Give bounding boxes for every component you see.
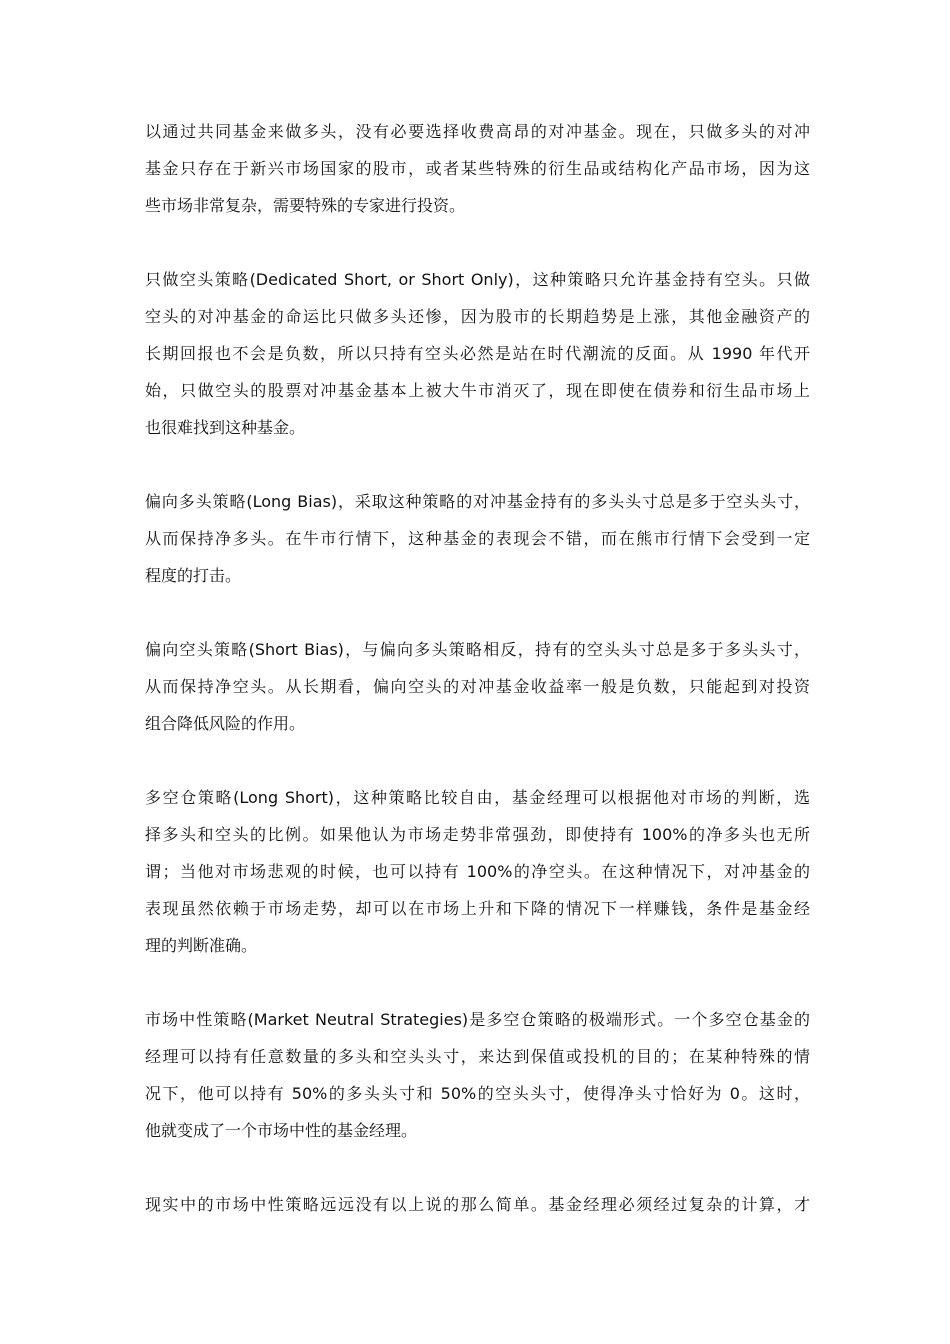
text-line: 现实中的市场中性策略远远没有以上说的那么简单。基金经理必须经过复杂的计算，才 — [145, 1195, 810, 1214]
text-line: 组合降低风险的作用。 — [145, 714, 306, 733]
text-line: 始，只做空头的股票对冲基金基本上被大牛市消灭了，现在即使在债券和衍生品市场上 — [145, 381, 810, 400]
document-body — [145, 113, 810, 1260]
text-line: 长期回报也不会是负数，所以只持有空头必然是站在时代潮流的反面。从 1990 年代开 — [145, 344, 810, 363]
paragraph-short-bias — [145, 631, 810, 742]
paragraph-long-only-continued — [145, 113, 810, 224]
text-line: 他就变成了一个市场中性的基金经理。 — [145, 1121, 418, 1140]
paragraph-long-short — [145, 779, 810, 964]
text-line: 理的判断准确。 — [145, 936, 258, 955]
text-line: 也很难找到这种基金。 — [145, 418, 306, 437]
text-line: 偏向空头策略(Short Bias)，与偏向多头策略相反，持有的空头头寸总是多于多头头寸， — [145, 640, 810, 659]
paragraph-market-neutral-reality — [145, 1186, 810, 1223]
text-line: 择多头和空头的比例。如果他认为市场走势非常强劲，即使持有 100%的净多头也无所 — [145, 825, 810, 844]
text-line: 表现虽然依赖于市场走势，却可以在市场上升和下降的情况下一样赚钱，条件是基金经 — [145, 899, 810, 918]
text-line: 空头的对冲基金的命运比只做多头还惨，因为股市的长期趋势是上涨，其他金融资产的 — [145, 307, 810, 326]
paragraph-market-neutral — [145, 1001, 810, 1149]
text-line: 偏向多头策略(Long Bias)，采取这种策略的对冲基金持有的多头头寸总是多于空头头寸， — [145, 492, 810, 511]
text-line: 况下，他可以持有 50%的多头头寸和 50%的空头头寸，使得净头寸恰好为 0。这时， — [145, 1084, 810, 1103]
text-line: 从而保持净空头。从长期看，偏向空头的对冲基金收益率一般是负数，只能起到对投资 — [145, 677, 810, 696]
text-line: 多空仓策略(Long Short)，这种策略比较自由，基金经理可以根据他对市场的判断，选 — [145, 788, 810, 807]
paragraph-long-bias — [145, 483, 810, 594]
text-line: 些市场非常复杂，需要特殊的专家进行投资。 — [145, 196, 466, 215]
text-line: 从而保持净多头。在牛市行情下，这种基金的表现会不错，而在熊市行情下会受到一定 — [145, 529, 810, 548]
text-line: 经理可以持有任意数量的多头和空头头寸，来达到保值或投机的目的；在某种特殊的情 — [145, 1047, 810, 1066]
text-line: 以通过共同基金来做多头，没有必要选择收费高昂的对冲基金。现在，只做多头的对冲 — [145, 122, 810, 141]
text-line: 程度的打击。 — [145, 566, 242, 585]
text-line: 基金只存在于新兴市场国家的股市，或者某些特殊的衍生品或结构化产品市场，因为这 — [145, 159, 810, 178]
text-line: 只做空头策略(Dedicated Short, or Short Only)，这种策略只允许基金持有空头。只做 — [145, 270, 810, 289]
text-line: 市场中性策略(Market Neutral Strategies)是多空仓策略的极端形式。一个多空仓基金的 — [145, 1010, 810, 1029]
paragraph-dedicated-short — [145, 261, 810, 446]
text-line: 谓；当他对市场悲观的时候，也可以持有 100%的净空头。在这种情况下，对冲基金的 — [145, 862, 810, 881]
